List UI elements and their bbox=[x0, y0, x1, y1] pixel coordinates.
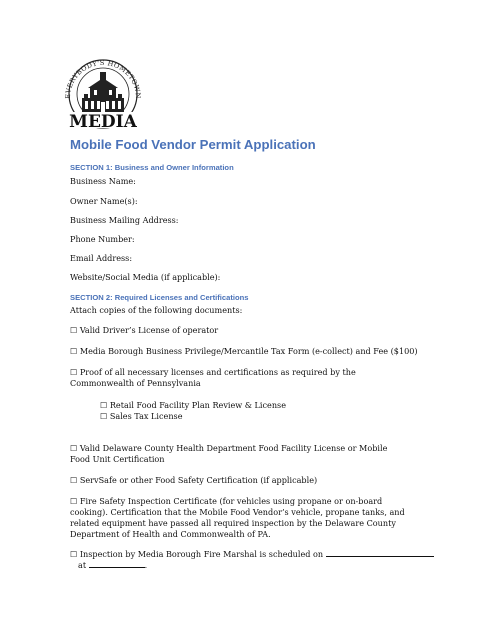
checklist-item[interactable]: ☐ Valid Delaware County Health Department Food Facility License or Mobile Food Unit Certification bbox=[70, 443, 388, 464]
time-blank[interactable] bbox=[89, 559, 145, 568]
checklist-item[interactable]: ☐ Media Borough Business Privilege/Mercantile Tax Form (e-collect) and Fee ($100) bbox=[70, 346, 418, 356]
section2-intro: Attach copies of the following documents: bbox=[70, 305, 243, 315]
media-borough-logo bbox=[60, 54, 146, 130]
field-phone: Phone Number: bbox=[70, 234, 135, 244]
logo-wordmark: MEDIA bbox=[69, 112, 137, 130]
field-mailing-address: Business Mailing Address: bbox=[70, 215, 179, 225]
checklist-item[interactable]: ☐ ServSafe or other Food Safety Certification (if applicable) bbox=[70, 475, 318, 485]
at-label: at bbox=[78, 560, 87, 570]
checklist-item[interactable]: ☐ Proof of all necessary licenses and certifications as required by the Commonwealth of Pennsylvania bbox=[70, 367, 356, 388]
checklist-subitem[interactable]: ☐ Sales Tax License bbox=[100, 411, 183, 421]
field-website: Website/Social Media (if applicable): bbox=[70, 272, 221, 282]
field-email: Email Address: bbox=[70, 253, 133, 263]
date-blank[interactable] bbox=[326, 548, 434, 557]
section2-heading: SECTION 2: Required Licenses and Certifications bbox=[70, 293, 249, 302]
field-owner-names: Owner Name(s): bbox=[70, 196, 138, 206]
checklist-subitem[interactable]: ☐ Retail Food Facility Plan Review & License bbox=[100, 400, 287, 410]
section1-heading: SECTION 1: Business and Owner Information bbox=[70, 163, 234, 172]
fire-marshal-time[interactable] bbox=[78, 559, 147, 571]
logo-arc-text: EVERYBODY'S HOMETOWN bbox=[63, 58, 143, 99]
fire-marshal-text: ☐ Inspection by Media Borough Fire Marshal is scheduled on bbox=[70, 549, 324, 559]
checklist-item[interactable]: ☐ Valid Driver’s License of operator bbox=[70, 325, 219, 335]
field-business-name: Business Name: bbox=[70, 176, 136, 186]
page-title: Mobile Food Vendor Permit Application bbox=[70, 137, 316, 152]
checklist-item[interactable]: ☐ Fire Safety Inspection Certificate (for vehicles using propane or on-board cooking). Certification that the Mobile Food Vendor’s vehicle, propane tanks, and related equipment have passed all required inspection by the Delaware County Department of Health and Commonwealth of PA. bbox=[70, 496, 405, 539]
period: . bbox=[144, 560, 148, 570]
